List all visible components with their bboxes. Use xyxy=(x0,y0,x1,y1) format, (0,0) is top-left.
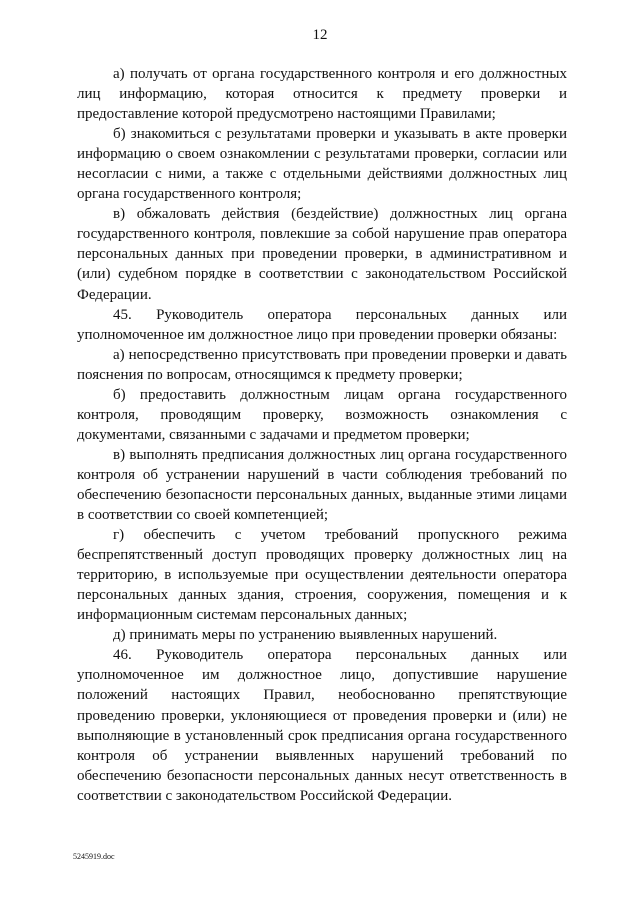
paragraph-a-be-present: а) непосредственно присутствовать при проведении проверки и давать пояснения по вопросам, относящимся к предмету проверки; xyxy=(77,346,567,383)
paragraph-a-receive-info: а) получать от органа государственного контроля и его должностных лиц информацию, которая относится к предмету проверки и предоставление которой предусмотрено настоящими Правилами; xyxy=(77,66,567,123)
paragraph-b-provide-access-docs: б) предоставить должностным лицам органа государственного контроля, проводящим проверку, возможность ознакомления с документами, связанными с задачами и предметом проверки; xyxy=(77,386,567,443)
paragraph-b-review-results: б) знакомиться с результатами проверки и указывать в акте проверки информацию о своем ознакомлении с результатами проверки, согласии или несогласии с ними, а также с отдельными действиями должностных лиц органа государственного контроля; xyxy=(77,126,567,203)
document-body xyxy=(77,64,567,806)
paragraph-v-appeal: в) обжаловать действия (бездействие) должностных лиц органа государственного контроля, повлекшие за собой нарушение прав оператора персональных данных при проведении проверки, в административном и (или) судебном порядке в соответствии с законодательством Российской Федерации. xyxy=(77,206,567,303)
paragraph-d-take-measures: д) принимать меры по устранению выявленных нарушений. xyxy=(113,627,498,644)
paragraph-v-fulfil-orders: в) выполнять предписания должностных лиц органа государственного контроля об устранении нарушений в части соблюдения требований по обеспечению безопасности персональных данных, выданные этими лицами в соответствии со своей компетенцией; xyxy=(77,446,567,524)
paragraph-46-liability: 46. Руководитель оператора персональных данных или уполномоченное им должностное лицо, допустившие нарушение положений настоящих Правил, необоснованно препятствующие проведению проверки, уклоняющиеся от проведения проверки и (или) не выполняющие в установленный срок предписания органа государственного контроля об устранении выявленных нарушений требований по обеспечению безопасности персональных данных несут ответственность в соответствии с законодательством Российской Федерации. xyxy=(77,647,567,804)
paragraph-45-obligations: 45. Руководитель оператора персональных данных или уполномоченное им должностное лицо при проведении проверки обязаны: xyxy=(77,306,567,343)
page-number: 12 xyxy=(312,27,328,43)
paragraph-g-ensure-access: г) обеспечить с учетом требований пропускного режима беспрепятственный доступ проводящих проверку должностных лиц на территорию, в используемые при осуществлении деятельности оператора персональных данных здания, строения, сооружения, помещения и к информационным системам персональных данных; xyxy=(77,527,567,624)
footer-file-code: 5245919.doc xyxy=(73,852,115,861)
